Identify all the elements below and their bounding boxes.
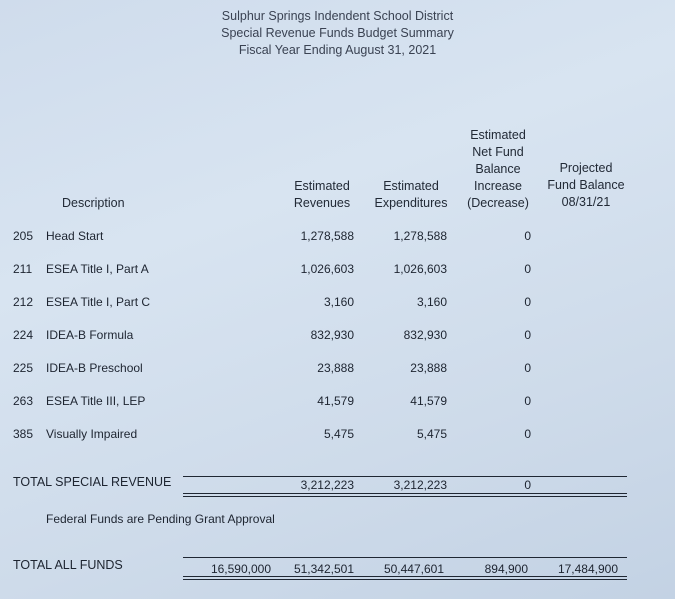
fund-name: ESEA Title I, Part C xyxy=(46,295,151,309)
table-row xyxy=(0,361,675,377)
table-row xyxy=(0,328,675,344)
table-row xyxy=(0,262,675,278)
total-special-label: TOTAL SPECIAL REVENUE xyxy=(13,475,172,489)
fund-code: 263 xyxy=(13,394,34,408)
fund-revenues: 1,026,603 xyxy=(300,262,354,276)
total-special-top-rule xyxy=(183,476,627,477)
col-expenditures-line2: Expenditures xyxy=(374,196,448,210)
total-special-double-rule-1 xyxy=(183,493,627,494)
fund-revenues: 5,475 xyxy=(323,427,354,441)
fund-revenues: 1,278,588 xyxy=(300,229,354,243)
fund-net: 0 xyxy=(524,295,531,309)
district-name: Sulphur Springs Indendent School District xyxy=(221,9,454,23)
fund-expenditures: 41,579 xyxy=(410,394,447,408)
col-net-change xyxy=(460,127,536,212)
fund-expenditures: 23,888 xyxy=(410,361,447,375)
total-all-top-rule xyxy=(183,557,627,558)
col-revenues-line2: Revenues xyxy=(293,196,351,210)
fund-revenues: 41,579 xyxy=(317,394,354,408)
total-special-double-rule-2 xyxy=(183,496,627,497)
fund-net: 0 xyxy=(524,328,531,342)
col-expenditures-line1: Estimated xyxy=(383,179,439,193)
fund-net: 0 xyxy=(524,262,531,276)
fund-name: IDEA-B Preschool xyxy=(46,361,143,375)
col-net-line5: (Decrease) xyxy=(467,196,529,210)
fund-revenues: 832,930 xyxy=(310,328,354,342)
fund-expenditures: 1,026,603 xyxy=(393,262,447,276)
table-row xyxy=(0,229,675,245)
fund-code: 225 xyxy=(13,361,34,375)
col-projected-line1: Projected xyxy=(559,161,613,175)
fund-code: 211 xyxy=(13,262,33,276)
fund-code: 385 xyxy=(13,427,34,441)
fund-revenues: 3,160 xyxy=(323,295,354,309)
fund-net: 0 xyxy=(524,394,531,408)
total-all-net: 894,900 xyxy=(484,562,528,576)
table-row xyxy=(0,394,675,410)
total-special-revenues: 3,212,223 xyxy=(300,478,354,492)
col-projected-line2: Fund Balance xyxy=(547,178,625,192)
fund-code: 212 xyxy=(13,295,34,309)
fiscal-year: Fiscal Year Ending August 31, 2021 xyxy=(238,43,437,57)
fund-net: 0 xyxy=(524,361,531,375)
table-row xyxy=(0,427,675,443)
total-all-label: TOTAL ALL FUNDS xyxy=(13,558,123,572)
col-net-line2: Net Fund xyxy=(472,145,524,159)
total-all-projected: 17,484,900 xyxy=(557,562,618,576)
pending-approval-note: Federal Funds are Pending Grant Approval xyxy=(46,512,275,526)
fund-net: 0 xyxy=(524,229,531,243)
table-row xyxy=(0,295,675,311)
col-revenues-line1: Estimated xyxy=(294,179,350,193)
fund-name: IDEA-B Formula xyxy=(46,328,134,342)
fund-name: Visually Impaired xyxy=(46,427,138,441)
fund-expenditures: 1,278,588 xyxy=(393,229,447,243)
fund-code: 224 xyxy=(13,328,34,342)
fund-expenditures: 3,160 xyxy=(416,295,447,309)
total-all-expenditures: 50,447,601 xyxy=(383,562,444,576)
total-all-revenues: 51,342,501 xyxy=(293,562,354,576)
fund-expenditures: 5,475 xyxy=(416,427,447,441)
col-expenditures xyxy=(366,178,456,212)
col-description: Description xyxy=(62,196,125,210)
col-net-line4: Increase xyxy=(474,179,522,193)
col-projected xyxy=(538,160,634,211)
fund-net: 0 xyxy=(524,427,531,441)
col-net-line1: Estimated xyxy=(470,128,526,142)
total-all-double-rule-2 xyxy=(183,579,627,580)
report-title: Special Revenue Funds Budget Summary xyxy=(221,26,454,40)
fund-name: Head Start xyxy=(46,229,104,243)
col-net-line3: Balance xyxy=(475,162,521,176)
col-revenues xyxy=(284,178,360,212)
total-all-double-rule-1 xyxy=(183,576,627,577)
fund-name: ESEA Title III, LEP xyxy=(46,394,146,408)
fund-revenues: 23,888 xyxy=(317,361,354,375)
col-projected-line3: 08/31/21 xyxy=(561,195,611,209)
fund-code: 205 xyxy=(13,229,34,243)
fund-expenditures: 832,930 xyxy=(403,328,447,342)
total-all-beginning: 16,590,000 xyxy=(210,562,271,576)
total-special-net: 0 xyxy=(524,478,531,492)
total-special-expenditures: 3,212,223 xyxy=(393,478,447,492)
fund-name: ESEA Title I, Part A xyxy=(46,262,149,276)
